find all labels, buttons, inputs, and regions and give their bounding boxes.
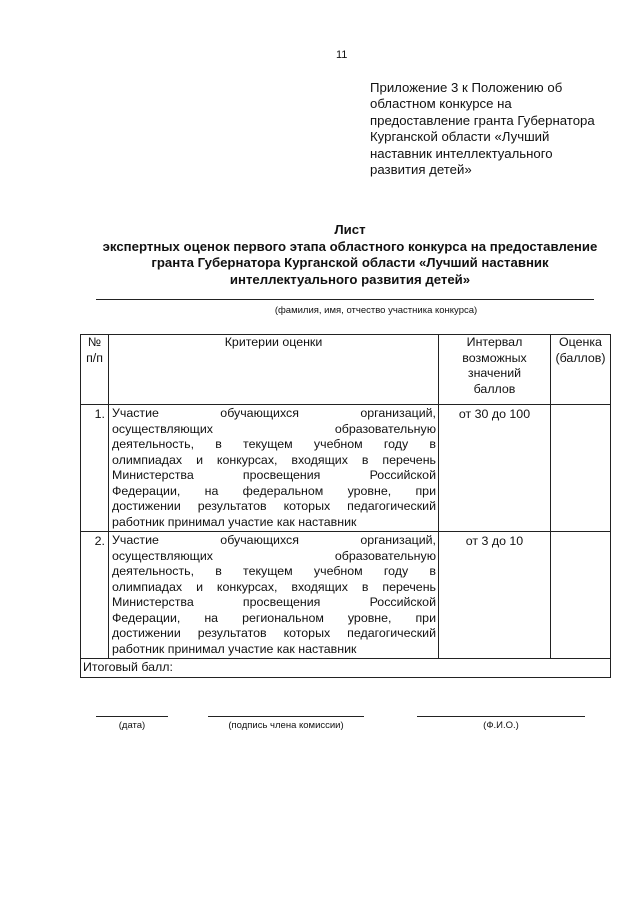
criteria-line: осуществляющих образовательную: [112, 548, 436, 563]
criteria-line: деятельность, в текущем учебном году в: [112, 437, 436, 451]
title-line: экспертных оценок первого этапа областного конкурса на предоставление: [102, 238, 598, 254]
row-score-cell[interactable]: [551, 405, 611, 532]
total-label: Итоговый балл:: [81, 659, 611, 678]
header-num-line: п/п: [86, 350, 103, 365]
header-interval: [439, 335, 551, 405]
header-interval-line: баллов: [473, 381, 516, 396]
row-interval: от 3 до 10: [439, 532, 551, 659]
header-num-line: №: [87, 335, 102, 349]
signature-caption: (подпись члена комиссии): [228, 720, 344, 731]
criteria-line: достижении результатов которых педагогический: [112, 626, 436, 640]
header-interval-line: Интервал: [466, 335, 523, 349]
page-number: 11: [336, 49, 348, 61]
header-score: [551, 335, 611, 405]
criteria-line: достижении результатов которых педагогический: [112, 499, 436, 513]
participant-name-line: [96, 299, 594, 300]
criteria-line: Федерации, на региональном уровне, при: [112, 610, 436, 625]
row-criteria: [109, 405, 439, 532]
date-caption: (дата): [118, 720, 146, 731]
table-row: [81, 405, 611, 532]
table-header-row: [81, 335, 611, 405]
header-score-line: (баллов): [555, 350, 606, 365]
criteria-line: Федерации, на федеральном уровне, при: [112, 483, 436, 498]
row-score-cell[interactable]: [551, 532, 611, 659]
row-interval: от 30 до 100: [439, 405, 551, 532]
criteria-line: осуществляющих образовательную: [112, 421, 436, 436]
criteria-line: Участие обучающихся организаций,: [112, 406, 436, 420]
title-line: интеллектуального развития детей»: [229, 271, 471, 287]
table-row: [81, 532, 611, 659]
header-score-line: Оценка: [559, 335, 602, 349]
header-criteria: [109, 335, 439, 405]
title-line: гранта Губернатора Курганской области «Лучший наставник: [151, 255, 549, 271]
appendix-line: областном конкурсе на: [370, 96, 512, 112]
appendix-line: развития детей»: [370, 162, 472, 178]
header-interval-line: значений: [467, 366, 522, 380]
header-num: [81, 335, 109, 405]
participant-name-caption: (фамилия, имя, отчество участника конкурса): [274, 305, 478, 316]
document-title: [60, 222, 640, 288]
fio-caption: (Ф.И.О.): [483, 720, 519, 731]
criteria-line: Министерства просвещения Российской: [112, 595, 436, 609]
appendix-line: Приложение 3 к Положению об: [370, 80, 563, 95]
appendix-line: предоставление гранта Губернатора: [370, 112, 595, 128]
header-interval-line: возможных: [462, 350, 527, 365]
evaluation-table: [80, 334, 611, 678]
criteria-line: олимпиадах и конкурсах, входящих в перечень: [112, 579, 436, 594]
criteria-line: Министерства просвещения Российской: [112, 468, 436, 482]
total-row: [81, 659, 611, 678]
appendix-note: [370, 80, 620, 178]
row-number: 2.: [81, 532, 109, 659]
signature-line: [208, 716, 364, 717]
criteria-line: работник принимал участие как наставник: [112, 514, 357, 529]
criteria-line: деятельность, в текущем учебном году в: [112, 564, 436, 578]
criteria-line: Участие обучающихся организаций,: [112, 533, 436, 547]
appendix-line: Курганской области «Лучший: [370, 129, 550, 145]
row-criteria: [109, 532, 439, 659]
date-line: [96, 716, 168, 717]
criteria-line: работник принимал участие как наставник: [112, 641, 357, 656]
criteria-line: олимпиадах и конкурсах, входящих в перечень: [112, 452, 436, 467]
row-number: 1.: [81, 405, 109, 532]
header-criteria-text: Критерии оценки: [224, 335, 323, 349]
title-heading: Лист: [334, 222, 366, 237]
appendix-line: наставник интеллектуального: [370, 145, 553, 161]
fio-line: [417, 716, 585, 717]
